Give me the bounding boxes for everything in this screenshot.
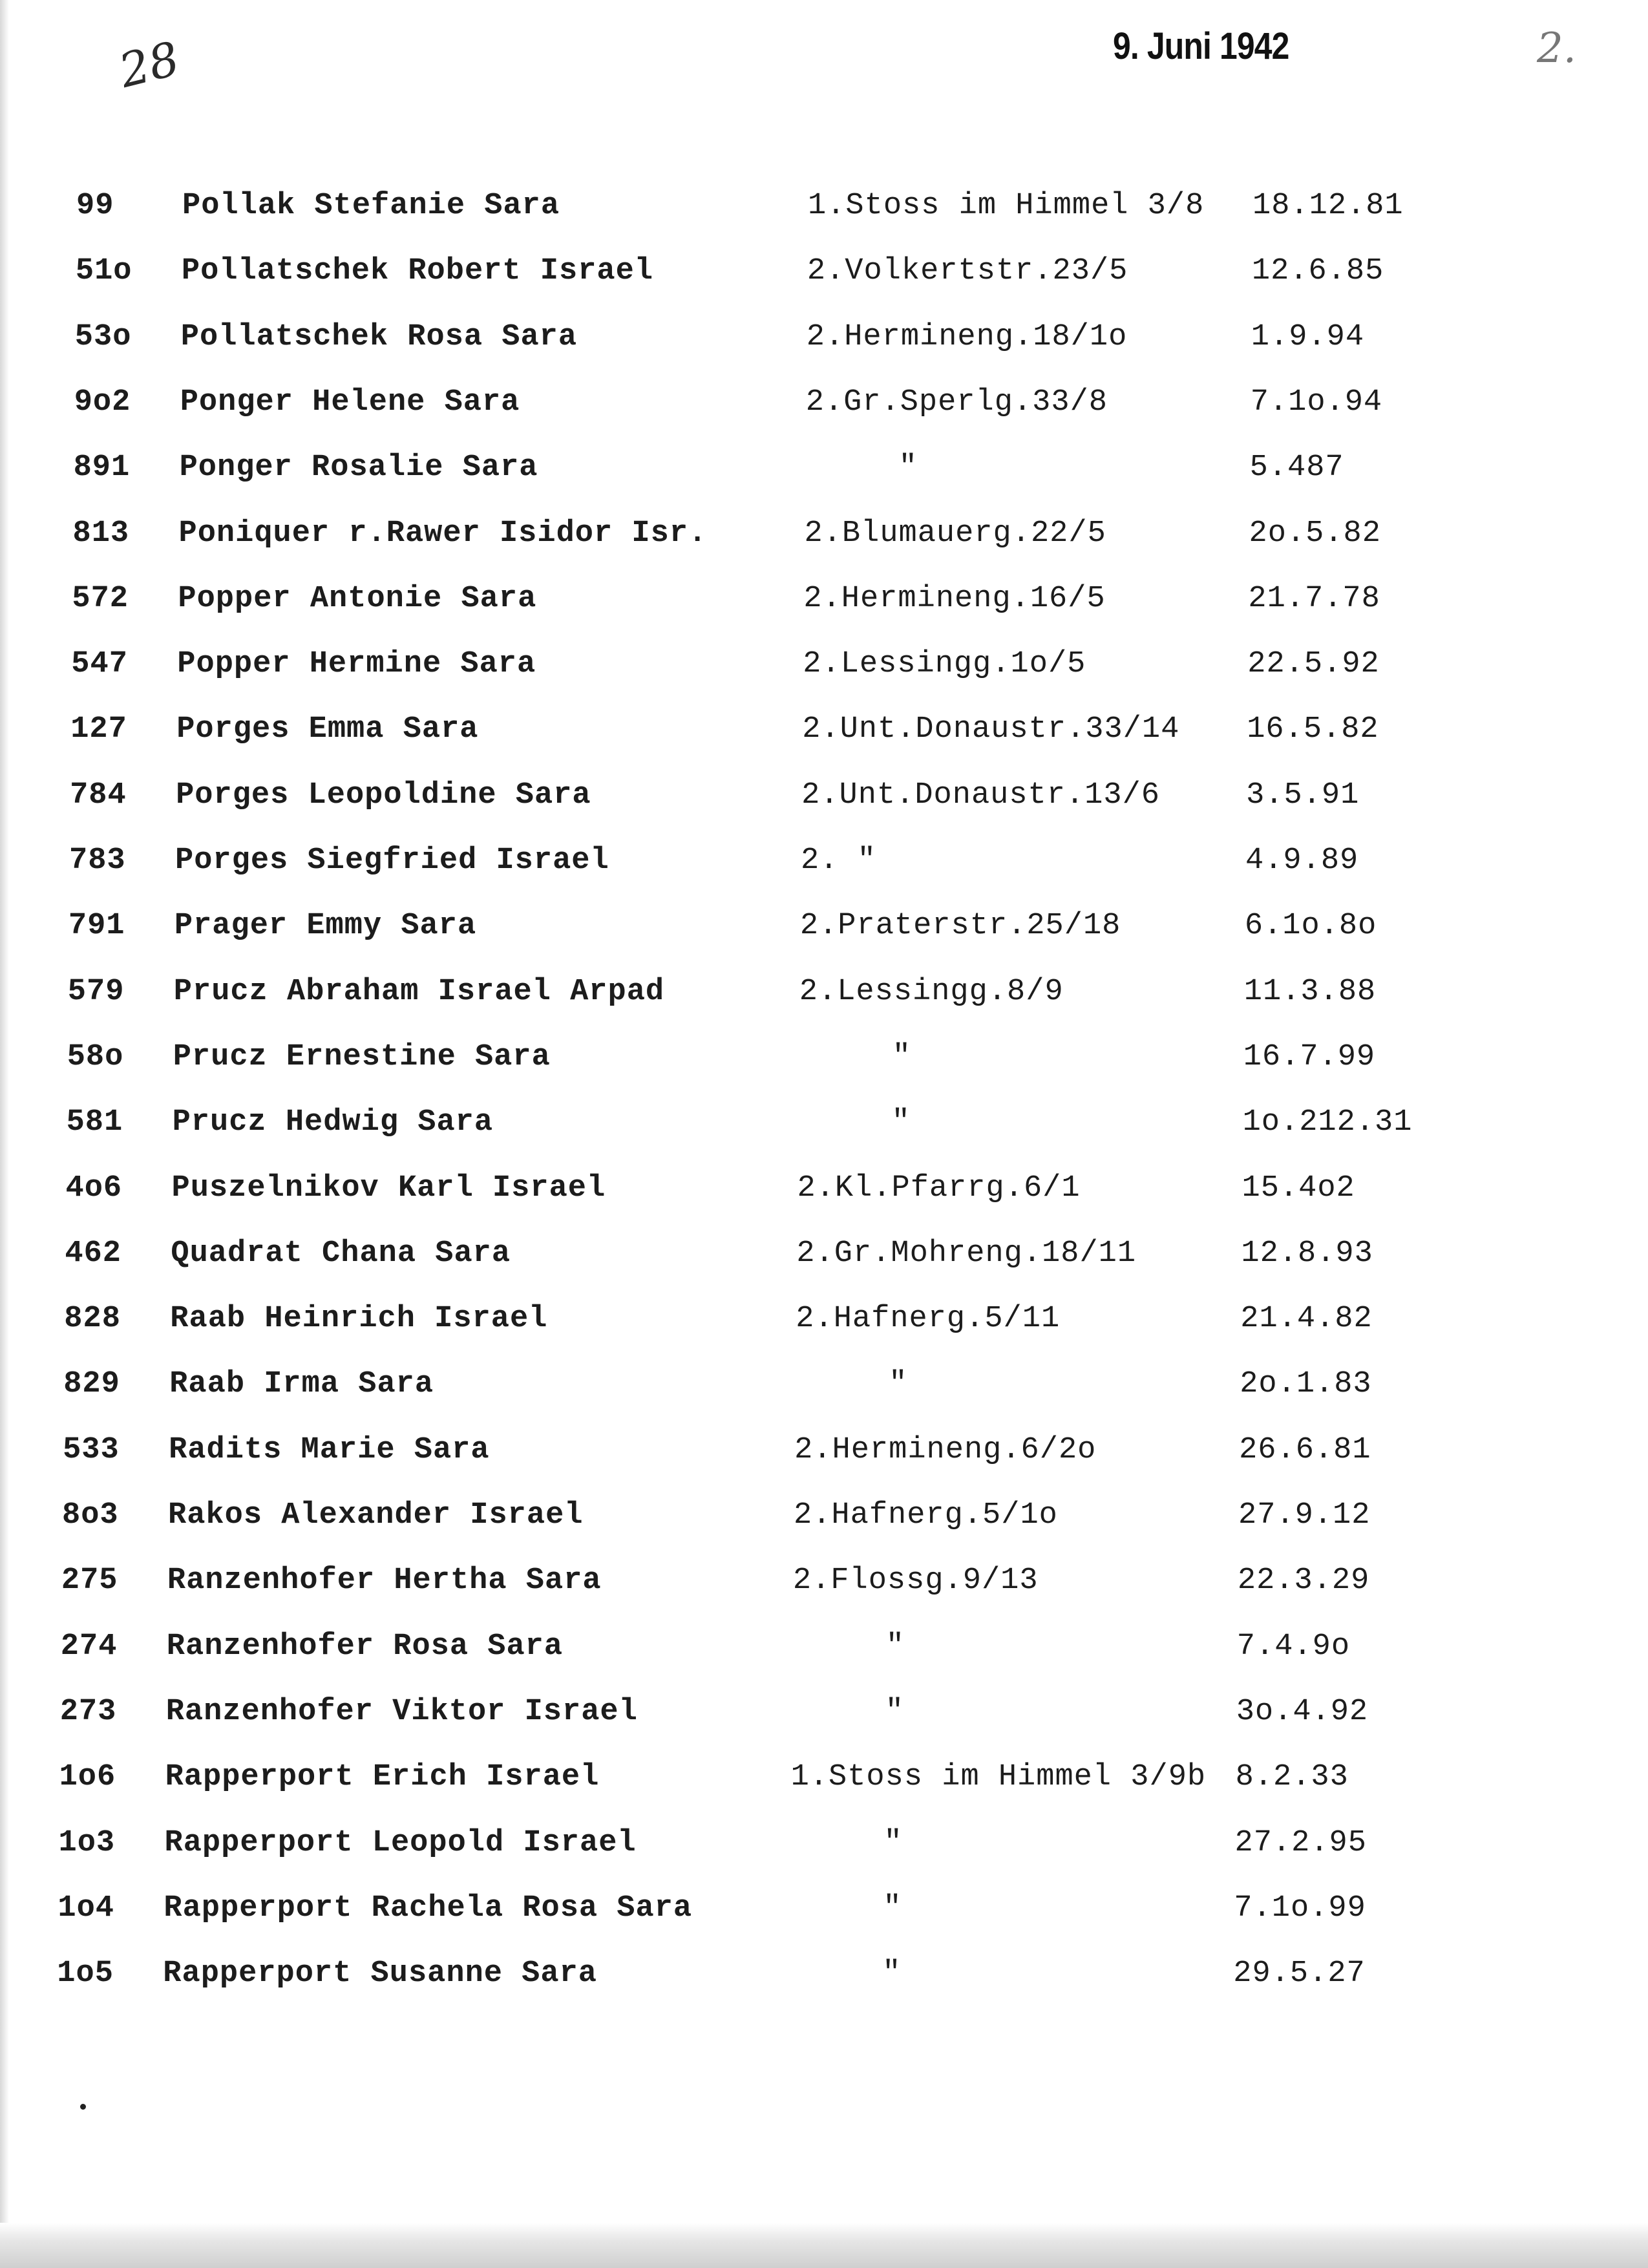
record-name: Porges Siegfried Israel — [175, 843, 609, 878]
record-row — [0, 1891, 1629, 1949]
record-row — [0, 1760, 1631, 1818]
record-name: Puszelnikov Karl Israel — [171, 1171, 606, 1205]
record-row — [0, 1563, 1633, 1622]
record-name: Prucz Hedwig Sara — [172, 1105, 494, 1140]
record-row — [0, 189, 1648, 247]
record-address: " — [882, 1956, 902, 1991]
record-address: 2.Gr.Sperlg.33/8 — [805, 385, 1108, 419]
record-address: 2.Unt.Donaustr.13/6 — [801, 778, 1160, 812]
record-birthdate: 1.9.94 — [1251, 319, 1365, 354]
record-number: 1o4 — [58, 1891, 115, 1925]
handwritten-file-number: 28 — [114, 31, 185, 98]
record-address: 1.Stoss im Himmel 3/9b — [790, 1760, 1207, 1795]
record-address: " — [883, 1891, 902, 1925]
record-row — [0, 1629, 1632, 1688]
record-row — [0, 1695, 1632, 1753]
record-row — [0, 975, 1640, 1033]
record-number: 58o — [67, 1039, 124, 1074]
record-number: 273 — [59, 1694, 117, 1729]
record-address: 2.Hermineng.18/1o — [806, 319, 1128, 354]
record-birthdate: 29.5.27 — [1233, 1956, 1366, 1991]
record-name: Ranzenhofer Rosa Sara — [166, 1629, 564, 1664]
record-name: Popper Hermine Sara — [177, 647, 536, 682]
record-address: 2.Kl.Pfarrg.6/1 — [797, 1171, 1081, 1205]
record-address: 1.Stoss im Himmel 3/8 — [808, 189, 1205, 223]
record-birthdate: 16.5.82 — [1247, 712, 1379, 747]
record-name: Raab Irma Sara — [169, 1367, 434, 1402]
record-birthdate: 7.1o.99 — [1234, 1891, 1366, 1925]
record-birthdate: 12.8.93 — [1241, 1236, 1373, 1271]
record-address: 2.Hermineng.6/2o — [794, 1432, 1097, 1467]
record-row — [0, 1302, 1636, 1360]
record-address: 2.Unt.Donaustr.33/14 — [802, 712, 1180, 747]
record-name: Ponger Helene Sara — [180, 385, 520, 419]
record-name: Pollak Stefanie Sara — [182, 189, 560, 223]
record-birthdate: 16.7.99 — [1243, 1039, 1376, 1074]
record-number: 572 — [72, 581, 129, 616]
record-name: Porges Leopoldine Sara — [176, 778, 591, 812]
record-address: 2.Blumauerg.22/5 — [804, 516, 1106, 551]
record-name: Porges Emma Sara — [176, 712, 479, 747]
record-name: Rapperport Erich Israel — [165, 1760, 600, 1795]
record-name: Pollatschek Rosa Sara — [180, 319, 578, 354]
record-name: Ponger Rosalie Sara — [179, 450, 538, 485]
record-name: Prucz Abraham Israel Arpad — [173, 974, 665, 1009]
record-address: 2.Praterstr.25/18 — [799, 909, 1121, 944]
record-name: Prager Emmy Sara — [174, 909, 477, 944]
record-number: 579 — [67, 974, 125, 1009]
record-number: 1o6 — [59, 1760, 116, 1795]
record-row — [0, 320, 1647, 378]
record-address: " — [891, 1105, 911, 1140]
record-name: Rakos Alexander Israel — [168, 1498, 584, 1532]
record-row — [0, 909, 1640, 967]
record-number: 533 — [63, 1432, 120, 1467]
record-name: Prucz Ernestine Sara — [173, 1039, 551, 1074]
record-address: " — [898, 450, 918, 485]
record-birthdate: 3o.4.92 — [1236, 1694, 1369, 1729]
record-row — [0, 450, 1645, 509]
record-row — [0, 778, 1642, 836]
record-number: 462 — [65, 1236, 122, 1271]
record-number: 891 — [73, 450, 131, 485]
record-birthdate: 2o.5.82 — [1249, 516, 1381, 551]
record-name: Ranzenhofer Viktor Israel — [165, 1694, 638, 1729]
record-birthdate: 2o.1.83 — [1240, 1367, 1372, 1402]
record-name: Rapperport Susanne Sara — [163, 1956, 598, 1991]
record-number: 1o5 — [57, 1956, 114, 1991]
record-number: 8o3 — [62, 1498, 119, 1532]
record-number: 813 — [72, 516, 130, 551]
record-address: 2.Lessingg.1o/5 — [803, 647, 1086, 682]
record-row — [0, 1498, 1634, 1556]
record-number: 1o3 — [58, 1825, 116, 1860]
record-birthdate: 21.4.82 — [1240, 1302, 1373, 1337]
record-row — [0, 254, 1647, 312]
record-birthdate: 6.1o.8o — [1244, 909, 1377, 944]
record-row — [0, 1956, 1629, 2015]
record-birthdate: 26.6.81 — [1239, 1432, 1371, 1467]
handwritten-page-number: 2. — [1537, 25, 1577, 72]
record-number: 53o — [74, 319, 132, 354]
record-number: 127 — [70, 712, 127, 747]
record-row — [0, 1105, 1638, 1163]
record-address: 2. " — [801, 843, 876, 878]
record-address: 2.Gr.Mohreng.18/11 — [796, 1236, 1137, 1271]
record-address: " — [883, 1825, 903, 1860]
record-birthdate: 15.4o2 — [1241, 1171, 1355, 1205]
record-number: 547 — [71, 647, 128, 682]
record-row — [0, 1433, 1634, 1491]
record-row — [0, 582, 1643, 640]
record-birthdate: 5.487 — [1249, 450, 1344, 485]
record-row — [0, 843, 1641, 902]
record-number: 51o — [75, 254, 132, 289]
record-number: 791 — [68, 909, 125, 944]
record-name: Quadrat Chana Sara — [171, 1236, 511, 1271]
record-name: Raab Heinrich Israel — [170, 1302, 548, 1337]
record-birthdate: 12.6.85 — [1251, 254, 1384, 289]
record-name: Ranzenhofer Hertha Sara — [167, 1563, 602, 1598]
record-address: " — [889, 1367, 908, 1402]
record-birthdate: 8.2.33 — [1235, 1760, 1349, 1795]
record-birthdate: 27.2.95 — [1234, 1825, 1367, 1860]
record-address: 2.Hafnerg.5/1o — [794, 1498, 1058, 1532]
record-address: 2.Hermineng.16/5 — [803, 581, 1106, 616]
record-address: " — [885, 1629, 905, 1664]
record-birthdate: 22.5.92 — [1247, 647, 1380, 682]
record-address: " — [892, 1039, 911, 1074]
record-name: Rapperport Rachela Rosa Sara — [164, 1891, 693, 1925]
record-name: Poniquer r.Rawer Isidor Isr. — [178, 516, 708, 551]
record-row — [0, 516, 1645, 575]
record-row — [0, 712, 1642, 770]
record-name: Rapperport Leopold Israel — [164, 1825, 637, 1860]
record-birthdate: 18.12.81 — [1252, 189, 1404, 223]
record-row — [0, 385, 1646, 443]
record-number: 4o6 — [65, 1171, 123, 1205]
record-birthdate: 4.9.89 — [1245, 843, 1359, 878]
record-address: 2.Volkertstr.23/5 — [807, 254, 1128, 289]
record-row — [0, 1367, 1635, 1425]
record-row — [0, 1040, 1639, 1098]
record-address: 2.Lessingg.8/9 — [799, 974, 1064, 1009]
record-number: 784 — [70, 778, 127, 812]
record-row — [0, 647, 1643, 705]
record-row — [0, 1236, 1636, 1295]
record-address: 2.Flossg.9/13 — [792, 1563, 1039, 1598]
record-birthdate: 7.4.9o — [1236, 1629, 1351, 1664]
scan-bottom-edge — [0, 2223, 1648, 2268]
date-stamp: 9. Juni 1942 — [1113, 25, 1289, 67]
record-birthdate: 1o.212.31 — [1242, 1105, 1413, 1140]
record-row — [0, 1826, 1631, 1884]
record-number: 783 — [69, 843, 126, 878]
record-name: Radits Marie Sara — [169, 1432, 490, 1467]
record-birthdate: 3.5.91 — [1246, 778, 1360, 812]
record-birthdate: 27.9.12 — [1238, 1498, 1371, 1532]
record-name: Pollatschek Robert Israel — [181, 254, 654, 289]
record-birthdate: 7.1o.94 — [1250, 385, 1383, 419]
record-number: 99 — [76, 189, 114, 223]
record-number: 275 — [61, 1563, 118, 1598]
record-number: 274 — [60, 1629, 118, 1664]
record-name: Popper Antonie Sara — [178, 581, 537, 616]
record-number: 829 — [63, 1367, 120, 1402]
record-number: 9o2 — [74, 385, 131, 419]
record-number: 581 — [66, 1105, 123, 1140]
record-address: " — [885, 1694, 904, 1729]
record-number: 828 — [64, 1302, 121, 1337]
record-birthdate: 21.7.78 — [1248, 581, 1380, 616]
ink-dot — [80, 2104, 86, 2110]
record-address: 2.Hafnerg.5/11 — [796, 1302, 1061, 1337]
record-row — [0, 1171, 1638, 1229]
record-birthdate: 11.3.88 — [1243, 974, 1377, 1009]
record-birthdate: 22.3.29 — [1237, 1563, 1370, 1598]
